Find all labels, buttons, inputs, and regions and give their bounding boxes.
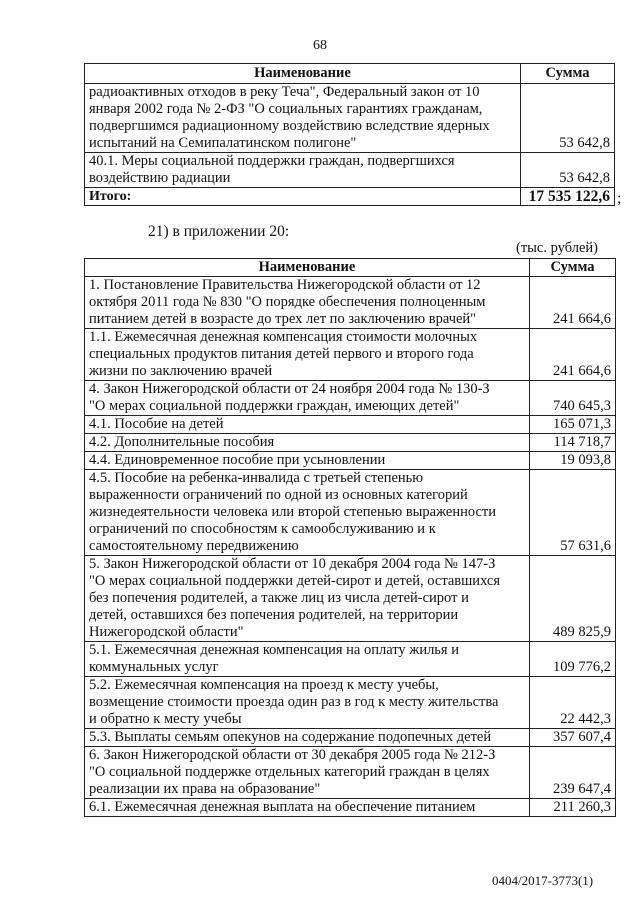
row-name-line: 4.2. Дополнительные пособия bbox=[89, 434, 275, 450]
row-name-line: "О мерах социальной поддержки граждан, имеющих детей" bbox=[89, 398, 460, 414]
row-name-line: испытаний на Семипалатинском полигоне" bbox=[89, 135, 357, 151]
row-name bbox=[85, 416, 530, 434]
row-sum: 489 825,9 bbox=[530, 556, 616, 642]
row-name bbox=[85, 277, 530, 329]
header-sum: Сумма bbox=[521, 64, 615, 84]
row-name bbox=[85, 642, 530, 677]
row-name-line: детей, оставшихся без попечения родителей, на территории bbox=[89, 607, 459, 623]
row-sum: 239 647,4 bbox=[530, 747, 616, 799]
row-name-line: "О мерах социальной поддержки детей-сирот и детей, оставшихся bbox=[89, 573, 501, 589]
row-name-line: жизни по заключению врачей bbox=[89, 363, 273, 379]
header-name: Наименование bbox=[85, 259, 530, 277]
row-name-line: 5.1. Ежемесячная денежная компенсация на оплату жилья и bbox=[89, 642, 459, 658]
header-name: Наименование bbox=[85, 64, 521, 84]
table-row bbox=[85, 416, 616, 434]
table-header-row bbox=[85, 259, 616, 277]
table-row bbox=[85, 747, 616, 799]
row-sum: 241 664,6 bbox=[530, 277, 616, 329]
row-name bbox=[85, 747, 530, 799]
table-row bbox=[85, 452, 616, 470]
row-name-line: жизнедеятельности человека или второй степенью выраженности bbox=[89, 504, 497, 520]
row-name bbox=[85, 452, 530, 470]
row-name bbox=[85, 329, 530, 381]
row-sum: 211 260,3 bbox=[530, 799, 616, 817]
row-name-line: реализации их права на образование" bbox=[89, 781, 321, 797]
row-name-line: 5.3. Выплаты семьям опекунов на содержание подопечных детей bbox=[89, 729, 492, 745]
row-name bbox=[85, 84, 521, 153]
row-name bbox=[85, 153, 521, 188]
row-name-line: воздействию радиации bbox=[89, 170, 231, 186]
header-sum: Сумма bbox=[530, 259, 616, 277]
table-row bbox=[85, 153, 615, 188]
row-name-line: Нижегородской области" bbox=[89, 624, 244, 640]
table-row bbox=[85, 84, 615, 153]
row-name-line: коммунальных услуг bbox=[89, 659, 219, 675]
row-name-line: без попечения родителей, а также лиц из числа детей-сирот и bbox=[89, 590, 469, 606]
row-name-line: 5. Закон Нижегородской области от 10 декабря 2004 года № 147-З bbox=[89, 556, 496, 572]
row-name-line: выраженности ограничений по одной из основных категорий bbox=[89, 487, 468, 503]
row-sum: 53 642,8 bbox=[521, 153, 615, 188]
row-name-line: "О социальной поддержке отдельных категорий граждан в целях bbox=[89, 764, 490, 780]
row-name-line: 40.1. Меры социальной поддержки граждан, подвергшихся bbox=[89, 153, 455, 169]
table-row bbox=[85, 470, 616, 556]
row-name-line: 6.1. Ежемесячная денежная выплата на обеспечение питанием bbox=[89, 799, 476, 815]
row-name-line: подвергшимся радиационному воздействию вследствие ядерных bbox=[89, 118, 490, 134]
table-row bbox=[85, 434, 616, 452]
page-number: 68 bbox=[313, 38, 327, 53]
row-name-line: января 2002 года № 2-ФЗ "О социальных гарантиях гражданам, bbox=[89, 101, 483, 117]
table-row bbox=[85, 642, 616, 677]
total-sum: 17 535 122,6 bbox=[521, 188, 615, 206]
row-name-line: 4.5. Пособие на ребенка-инвалида с третьей степенью bbox=[89, 470, 424, 486]
total-row bbox=[85, 188, 615, 206]
row-name-line: ограничений по способностям к самообслуживанию и к bbox=[89, 521, 436, 537]
row-name-line: октября 2011 года № 830 "О порядке обеспечения полноценным bbox=[89, 294, 486, 310]
row-sum: 241 664,6 bbox=[530, 329, 616, 381]
row-sum: 740 645,3 bbox=[530, 381, 616, 416]
unit-label: (тыс. рублей) bbox=[516, 240, 598, 256]
document-code: 0404/2017-3773(1) bbox=[492, 873, 594, 888]
row-name-line: специальных продуктов питания детей первого и второго года bbox=[89, 346, 474, 362]
table-row bbox=[85, 677, 616, 729]
appendix-20-table bbox=[84, 258, 616, 817]
table-row bbox=[85, 381, 616, 416]
row-sum: 109 776,2 bbox=[530, 642, 616, 677]
row-sum: 22 442,3 bbox=[530, 677, 616, 729]
row-name-line: 6. Закон Нижегородской области от 30 декабря 2005 года № 212-З bbox=[89, 747, 496, 763]
row-name bbox=[85, 381, 530, 416]
trailing-semicolon: ; bbox=[617, 190, 622, 207]
row-name-line: 5.2. Ежемесячная компенсация на проезд к месту учебы, bbox=[89, 677, 439, 693]
row-name bbox=[85, 556, 530, 642]
row-name-line: 4. Закон Нижегородской области от 24 ноября 2004 года № 130-З bbox=[89, 381, 490, 397]
section-intro: 21) в приложении 20: bbox=[148, 223, 290, 240]
row-name-line: и обратно к месту учебы bbox=[89, 711, 242, 727]
total-label: Итого: bbox=[85, 188, 521, 206]
row-name bbox=[85, 434, 530, 452]
row-sum: 57 631,6 bbox=[530, 470, 616, 556]
row-sum: 114 718,7 bbox=[530, 434, 616, 452]
continuation-table bbox=[84, 63, 615, 206]
table-row bbox=[85, 729, 616, 747]
row-name-line: 4.4. Единовременное пособие при усыновлении bbox=[89, 452, 386, 468]
table-header-row bbox=[85, 64, 615, 84]
table-row bbox=[85, 799, 616, 817]
row-name-line: 1.1. Ежемесячная денежная компенсация стоимости молочных bbox=[89, 329, 478, 345]
row-name-line: питанием детей в возрасте до трех лет по заключению врачей" bbox=[89, 311, 477, 327]
table-row bbox=[85, 329, 616, 381]
row-sum: 165 071,3 bbox=[530, 416, 616, 434]
row-name bbox=[85, 677, 530, 729]
row-name-line: радиоактивных отходов в реку Теча", Федеральный закон от 10 bbox=[89, 84, 480, 100]
row-name-line: самостоятельному передвижению bbox=[89, 538, 299, 554]
table-row bbox=[85, 556, 616, 642]
row-sum: 357 607,4 bbox=[530, 729, 616, 747]
row-name bbox=[85, 470, 530, 556]
row-sum: 19 093,8 bbox=[530, 452, 616, 470]
row-name bbox=[85, 799, 530, 817]
table-row bbox=[85, 277, 616, 329]
row-name bbox=[85, 729, 530, 747]
row-sum: 53 642,8 bbox=[521, 84, 615, 153]
row-name-line: возмещение стоимости проезда один раз в год к месту жительства bbox=[89, 694, 499, 710]
row-name-line: 1. Постановление Правительства Нижегородской области от 12 bbox=[89, 277, 481, 293]
row-name-line: 4.1. Пособие на детей bbox=[89, 416, 224, 432]
